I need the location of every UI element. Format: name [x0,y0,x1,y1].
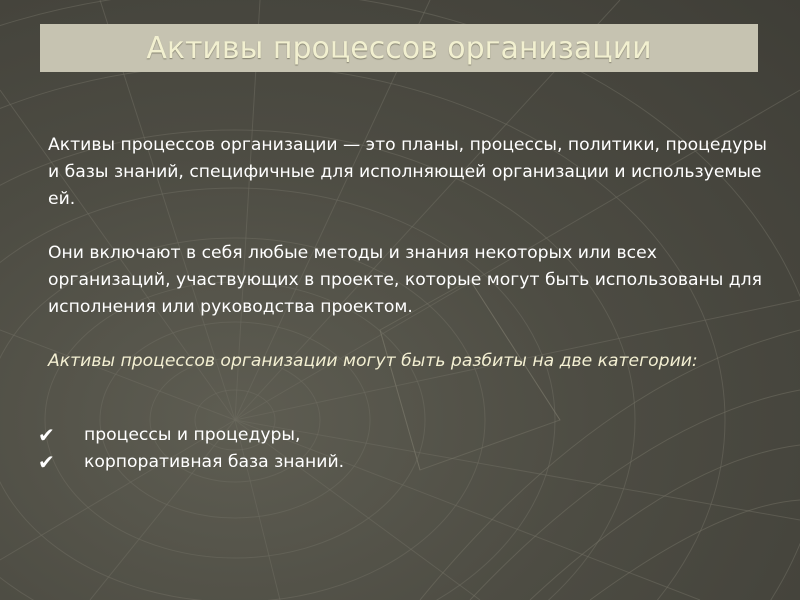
paragraph-categories-note: Активы процессов организации могут быть разбиты на две категории: [48,351,698,371]
title-bar [40,24,758,72]
paragraph-definition: Активы процессов организации — это планы, процессы, политики, процедуры и базы знаний, специфичные для исполняющей организации и используемые ей. [48,135,767,209]
paragraph-scope: Они включают в себя любые методы и знания некоторых или всех организаций, участвующих в проекте, которые могут быть использованы для исполнения или руководства проектом. [48,243,763,317]
slide-title: Активы процессов организации [146,31,652,66]
category-checklist [38,422,344,476]
checklist-item-knowledge-base [38,449,344,476]
checklist-item-label: процессы и процедуры, [84,425,301,445]
check-icon: ✔ [38,423,55,447]
checklist-item-processes [38,422,344,449]
slide-body [48,132,768,402]
checklist-item-label: корпоративная база знаний. [84,452,345,472]
check-icon: ✔ [38,450,55,474]
